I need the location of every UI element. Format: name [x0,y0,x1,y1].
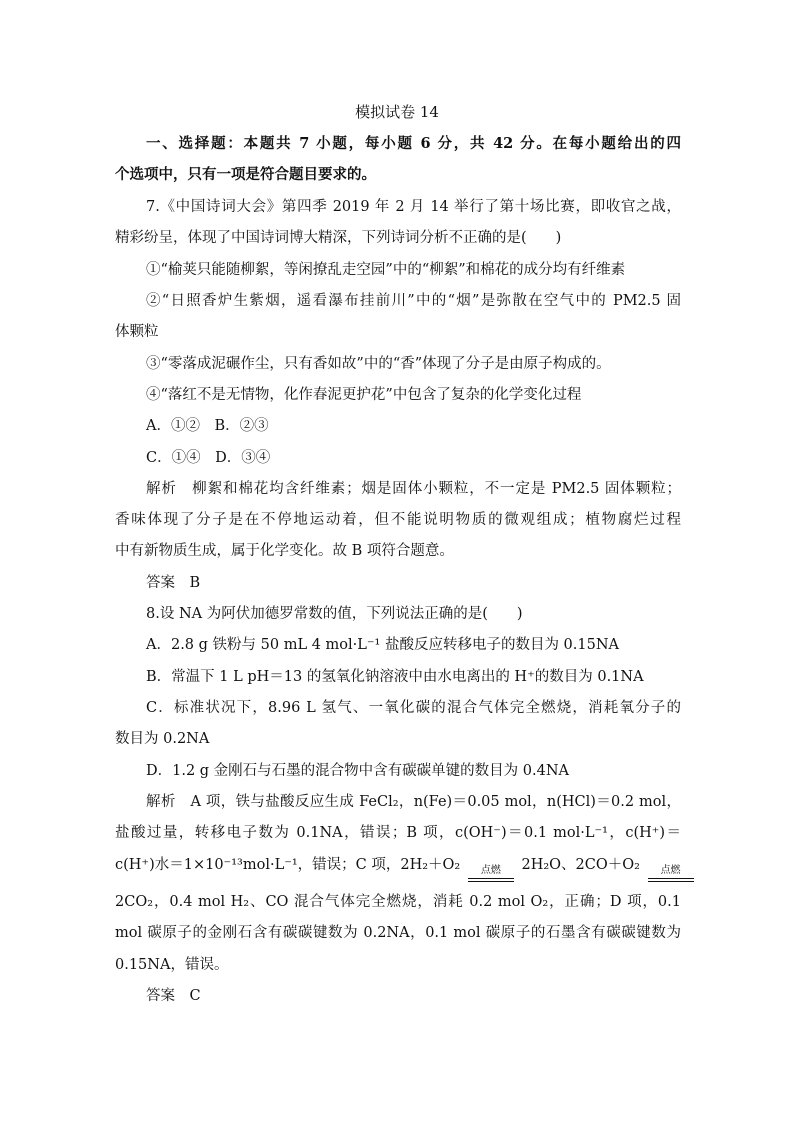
q7-answer: 答案 B [146,575,201,591]
equals-bar-2b [648,881,694,882]
ignite-label-2: 点燃 [660,865,681,876]
q8-option-d: D．1.2 g 金刚石与石墨的混合物中含有碳碳单键的数目为 0.4NA [146,763,570,779]
q8-analysis-line-3a: c(H⁺)水＝1×10⁻¹³mol·L⁻¹，错误；C 项，2H₂＋O₂ [115,857,461,873]
q8-analysis-line-2: 盐酸过量，转移电子数为 0.1NA，错误；B 项，c(OH⁻)＝0.1 mol·L⁻¹，c(H⁺)＝ [115,825,681,841]
section-header-line-1: 一、选择题：本题共 7 小题，每小题 6 分，共 42 分。在每小题给出的四 [146,135,681,152]
q7-options-cd: C．①④ D．③④ [146,450,271,466]
q7-analysis-line-1: 解析 柳絮和棉花均含纤维素；烟是固体小颗粒，不一定是 PM2.5 固体颗粒； [146,481,681,497]
q8-option-c-line-1: C．标准状况下，8.96 L 氢气、一氧化碳的混合气体完全燃烧，消耗氧分子的 [146,700,681,716]
q7-statement-3: ③“零落成泥碾作尘，只有香如故”中的“香”体现了分子是由原子构成的。 [146,356,611,372]
equals-bar-2 [648,878,694,879]
q8-analysis-line-3b: 2H₂O、2CO＋O₂ [521,857,640,873]
q8-analysis-line-1: 解析 A 项，铁与盐酸反应生成 FeCl₂，n(Fe)＝0.05 mol，n(HCl)＝0.2 mol， [146,794,681,810]
q7-analysis-line-2: 香味体现了分子是在不停地运动着，但不能说明物质的微观组成；植物腐烂过程 [115,512,681,528]
equals-bar-1b [468,881,514,882]
q7-analysis-line-3: 中有新物质生成，属于化学变化。故 B 项符合题意。 [115,543,454,559]
q7-statement-4: ④“落红不是无情物，化作春泥更护花”中包含了复杂的化学变化过程 [146,387,582,403]
equals-bar-1 [468,878,514,879]
q8-answer: 答案 C [146,988,201,1004]
q7-statement-1: ①“榆荚只能随柳絮，等闲撩乱走空园”中的“柳絮”和棉花的成分均有纤维素 [146,262,626,278]
q8-option-b: B．常温下 1 L pH＝13 的氢氧化钠溶液中由水电离出的 H⁺的数目为 0.1NA [146,669,644,685]
ignite-label-1: 点燃 [480,865,501,876]
q7-stem-line-1: 7.《中国诗词大会》第四季 2019 年 2 月 14 举行了第十场比赛，即收官之战， [146,199,681,215]
q7-stem-line-2: 精彩纷呈，体现了中国诗词博大精深，下列诗词分析不正确的是( ) [115,230,562,246]
section-header-line-2: 个选项中，只有一项是符合题目要求的。 [115,166,376,183]
page-title: 模拟试卷 14 [355,103,439,121]
q8-analysis-line-6: 0.15NA，错误。 [115,957,229,973]
q7-statement-2-cont: 体颗粒 [115,324,159,340]
q8-analysis-line-4: 2CO₂，0.4 mol H₂、CO 混合气体完全燃烧，消耗 0.2 mol O₂，正确；D 项，0.1 [115,894,681,910]
q8-analysis-line-3 [115,855,681,882]
reaction-condition-2 [648,866,694,882]
reaction-condition-1 [468,866,514,882]
q8-analysis-line-5: mol 碳原子的金刚石含有碳碳键数为 0.2NA，0.1 mol 碳原子的石墨含有碳碳键数为 [115,925,681,941]
q8-option-a: A．2.8 g 铁粉与 50 mL 4 mol·L⁻¹ 盐酸反应转移电子的数目为 0.15NA [146,637,620,653]
q8-stem: 8.设 NA 为阿伏加德罗常数的值，下列说法正确的是( ) [146,606,523,622]
q8-option-c-line-2: 数目为 0.2NA [115,731,210,747]
q7-statement-2: ②“日照香炉生紫烟，遥看瀑布挂前川”中的“烟”是弥散在空气中的 PM2.5 固 [146,293,681,309]
q7-options-ab: A．①② B．②③ [146,418,269,434]
